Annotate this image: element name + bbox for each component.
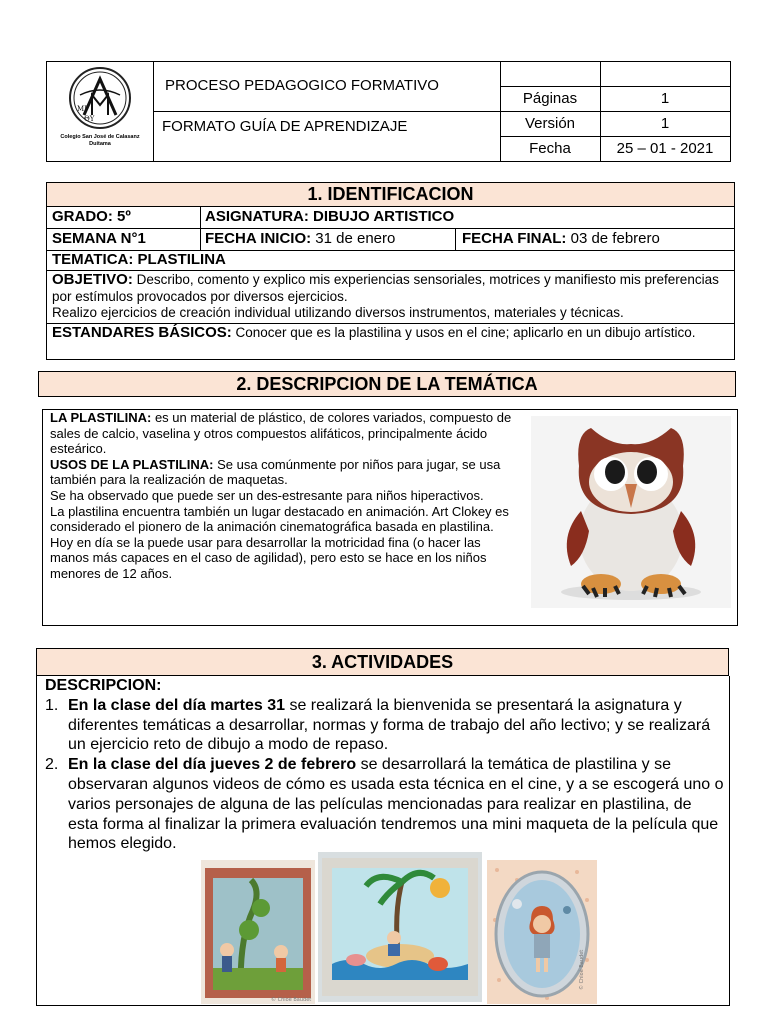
version-label: Versión — [524, 115, 576, 132]
objective-label: OBJETIVO: — [52, 271, 133, 288]
objective-text: Describo, comento y explico mis experiencias sensoriales, motrices y manifiesto mis preferencias por estímulos provocados por diversos ejercicios. — [52, 272, 719, 304]
header-title-cell — [153, 62, 501, 161]
date-label: Fecha — [529, 140, 571, 157]
pages-value: 1 — [660, 90, 670, 107]
week-label: SEMANA N°1 — [52, 230, 146, 247]
plastilina-uses — [50, 457, 520, 488]
topic-label: TEMATICA: PLASTILINA — [52, 251, 226, 268]
header-info-grid — [500, 62, 730, 161]
end-date — [462, 230, 660, 248]
process-title: PROCESO PEDAGOGICO FORMATIVO — [165, 77, 439, 94]
svg-text:MP: MP — [77, 105, 89, 113]
logo-caption-line1: Colegio San José de Calasanz — [60, 134, 140, 140]
standards-text: Conocer que es la plastilina y usos en el cine; aplicarlo en un dibujo artístico. — [231, 325, 696, 340]
start-date-value: 31 de enero — [311, 230, 396, 247]
uses-text: Se usa comúnmente por niños para jugar, se usa también para la realización de maquetas. — [50, 456, 501, 488]
plastilina-definition — [50, 410, 520, 457]
activity-item: 1. En la clase del día martes 31 se realizará la bienvenida se presentará la asignatura y diferentes temáticas a desarrollar, normas y forma de trabajo del año lectivo; y se realizará un ejercicio reto de dibujo a modo de repaso. — [45, 696, 711, 754]
school-logo-icon — [66, 65, 134, 131]
start-date — [205, 230, 395, 248]
plastilina-text: es un material de plástico, de colores variados, compuesto de sales de calcio, vaselina y otros compuestos alifáticos, principalmente ácido esteárico. — [50, 410, 512, 457]
document-header-table — [46, 61, 731, 162]
description-title: 2. DESCRIPCION DE LA TEMÁTICA — [38, 371, 736, 397]
description-text — [50, 410, 520, 582]
activities-subtitle: DESCRIPCION: — [45, 677, 162, 694]
objective-block — [52, 272, 732, 322]
activities-text — [45, 676, 725, 854]
school-logo-cell — [47, 62, 154, 161]
diorama-photo-1 — [201, 860, 315, 1004]
logo-caption-line2: Duitama — [89, 141, 111, 147]
end-date-label: FECHA FINAL: — [462, 230, 567, 247]
activities-section — [36, 676, 730, 1006]
clay-owl-image — [531, 416, 731, 608]
bullet-item: La plastilina encuentra también un lugar destacado en animación. Art Clokey es considerado el pionero de la animación cinematográfica basada en plastilina. — [50, 503, 509, 535]
diorama-photo-3 — [487, 860, 597, 1004]
svg-text:ΘY: ΘY — [84, 115, 95, 123]
activities-title: 3. ACTIVIDADES — [36, 648, 729, 676]
start-date-label: FECHA INICIO: — [205, 230, 312, 247]
standards-label: ESTANDARES BÁSICOS: — [52, 324, 232, 341]
identification-title: 1. IDENTIFICACION — [47, 183, 734, 206]
version-value: 1 — [660, 115, 670, 132]
grade-label: GRADO: 5º — [52, 208, 131, 225]
format-title: FORMATO GUÍA DE APRENDIZAJE — [162, 118, 408, 135]
bullet-item: Hoy en día se la puede usar para desarrollar la motricidad fina (o hacer las manos más capaces en el caso de agilidad), pero esto se hace en los niños menores de 12 años. — [50, 534, 487, 581]
subject-label: ASIGNATURA: DIBUJO ARTISTICO — [205, 208, 455, 225]
description-section — [42, 409, 738, 626]
diorama-photo-2 — [318, 852, 482, 1002]
photo-credit: © Chloé Baudet — [579, 949, 585, 990]
pages-label: Páginas — [522, 90, 578, 107]
plastilina-label: LA PLASTILINA: — [50, 410, 152, 425]
identification-section — [46, 182, 735, 360]
date-value: 25 – 01 - 2021 — [616, 140, 714, 157]
activity-item: 2. En la clase del día jueves 2 de febrero se desarrollará la temática de plastilina y se observaran algunos videos de cómo es usada esta técnica en el cine, y a se escogerá uno o varios personajes de alguna de las películas mencionadas para realizar en plastilina, de esta forma al finalizar la primera evaluación tendremos una mini maqueta de la película que hemos elegido. — [45, 756, 724, 853]
uses-label: USOS DE LA PLASTILINA: — [50, 456, 214, 472]
photo-credit: © Chloé Baudet — [271, 997, 312, 1003]
objective-text-2: Realizo ejercicios de creación individual utilizando diversos instrumentos, materiales y técnicas. — [52, 305, 624, 320]
bullet-item: Se ha observado que puede ser un des-estresante para niños hiperactivos. — [50, 487, 484, 503]
end-date-value: 03 de febrero — [566, 230, 660, 247]
standards-block — [52, 324, 732, 341]
